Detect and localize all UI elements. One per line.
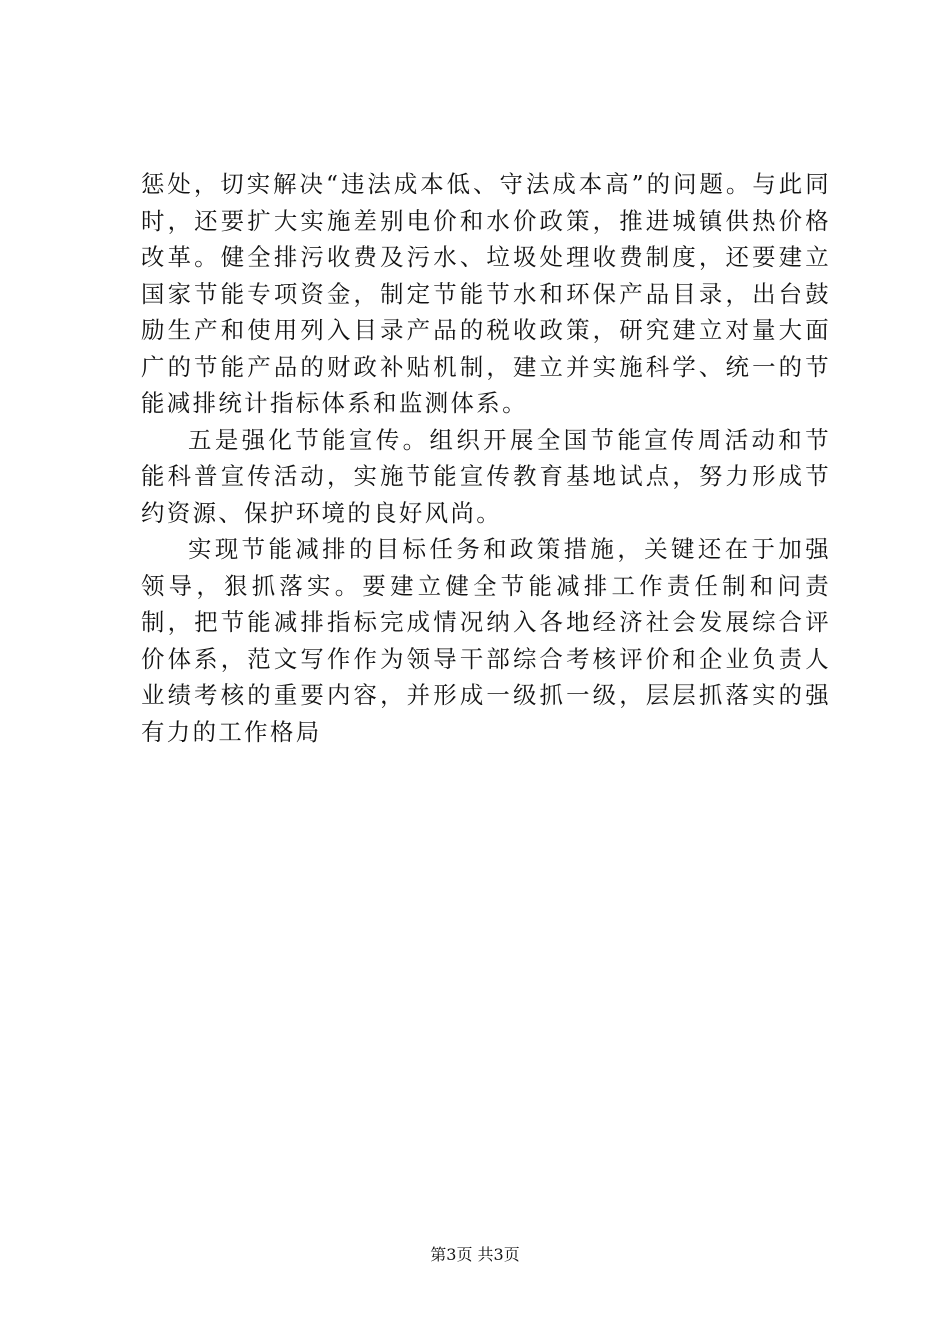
document-body xyxy=(141,166,831,750)
page-footer: 第3页 共3页 xyxy=(430,1245,520,1264)
paragraph-continuation: 惩处，切实解决“违法成本低、守法成本高”的问题。与此同时，还要扩大实施差别电价和水价政策，推进城镇供热价格改革。健全排污收费及污水、垃圾处理收费制度，还要建立国家节能专项资金，制定节能节水和环保产品目录，出台鼓励生产和使用列入目录产品的税收政策，研究建立对量大面广的节能产品的财政补贴机制，建立并实施科学、统一的节能减排统计指标体系和监测体系。 xyxy=(141,170,831,417)
paragraph-energy-publicity: 五是强化节能宣传。组织开展全国节能宣传周活动和节能科普宣传活动，实施节能宣传教育基地试点，努力形成节约资源、保护环境的良好风尚。 xyxy=(141,425,831,527)
paragraph-implementation: 实现节能减排的目标任务和政策措施，关键还在于加强领导，狠抓落实。要建立健全节能减排工作责任制和问责制，把节能减排指标完成情况纳入各地经济社会发展综合评价体系，范文写作作为领导干部综合考核评价和企业负责人业绩考核的重要内容，并形成一级抓一级，层层抓落实的强有力的工作格局 xyxy=(141,535,831,746)
